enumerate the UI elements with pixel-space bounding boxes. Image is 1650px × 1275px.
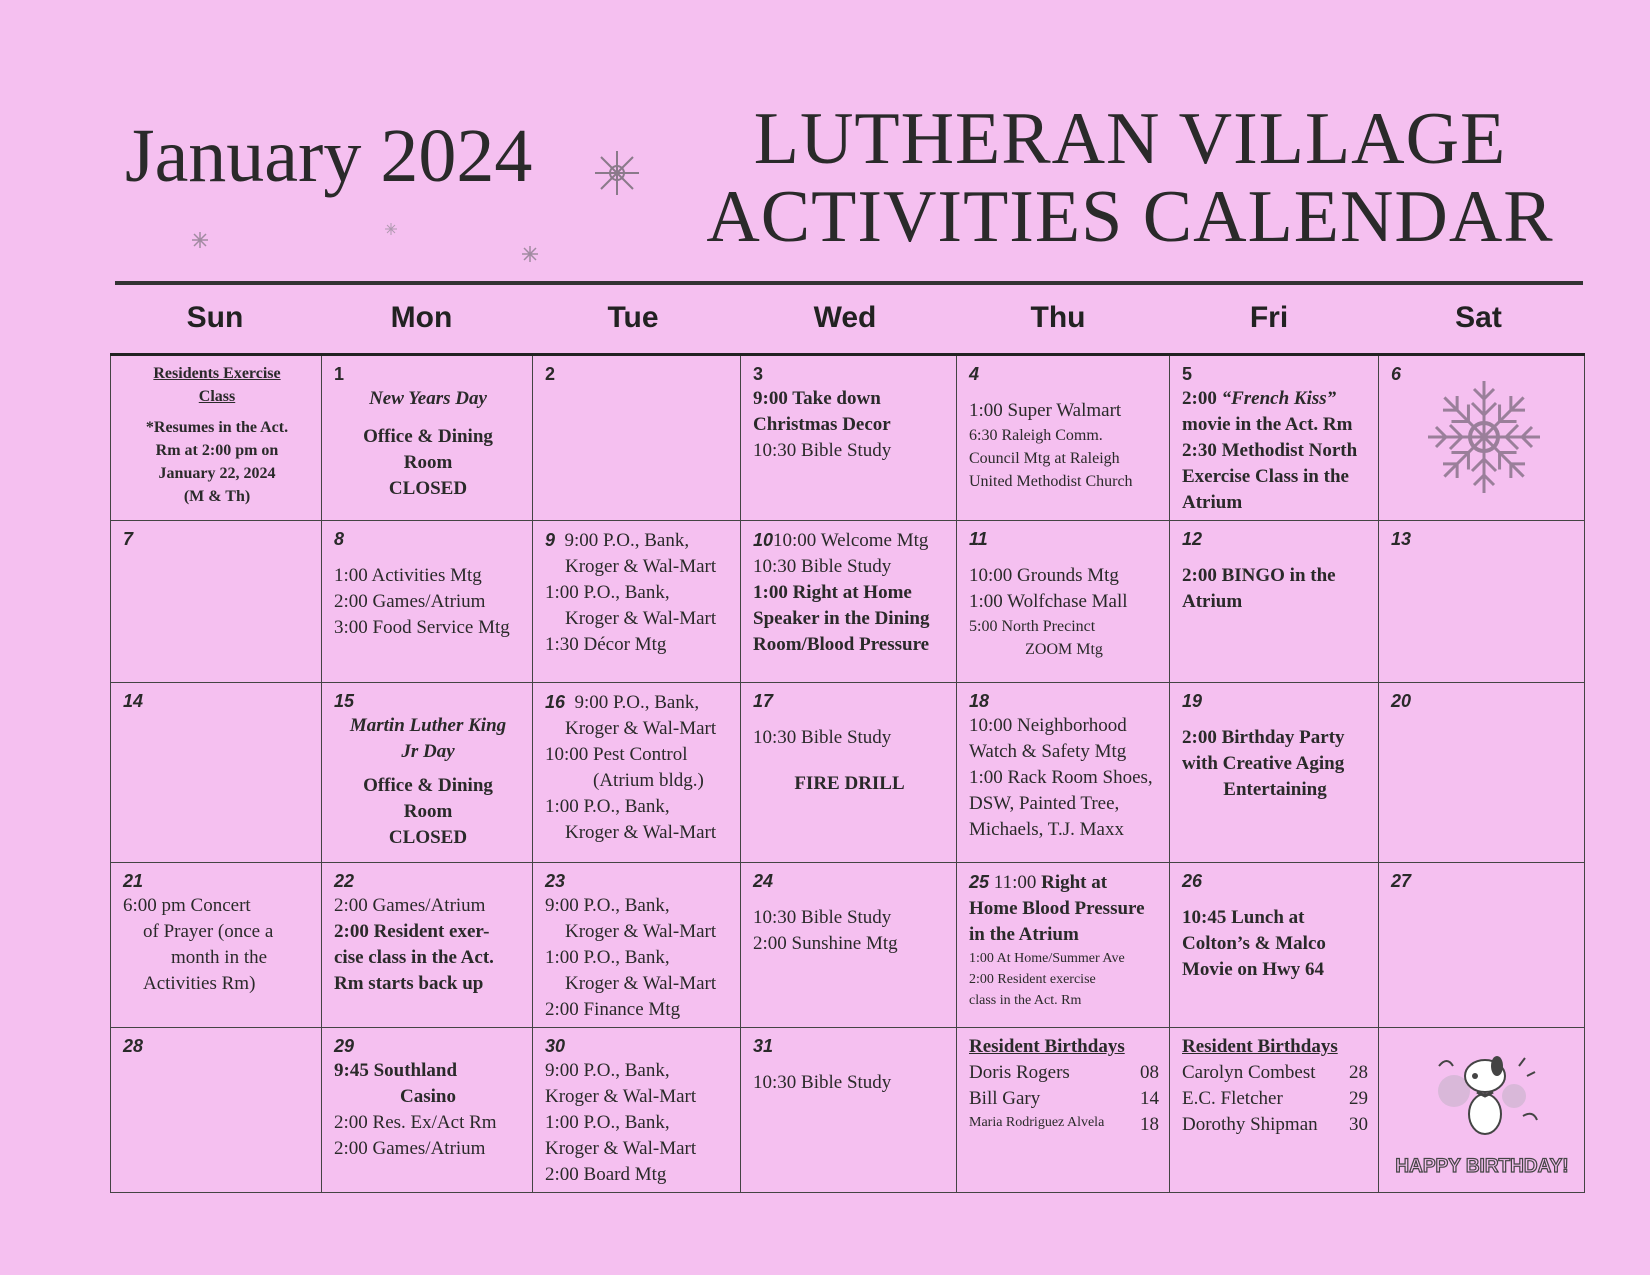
event-line: 2:00 Sunshine Mtg — [753, 933, 898, 954]
event-line: 2:00 Board Mtg — [545, 1164, 667, 1185]
event-line: Michaels, T.J. Maxx — [969, 819, 1124, 840]
day-cell — [741, 683, 957, 863]
weekday-wed: Wed — [813, 301, 877, 334]
event-line: 2:00 Games/Atrium — [334, 895, 486, 916]
event-line: cise class in the Act. — [334, 947, 494, 968]
day-cell — [322, 1028, 533, 1193]
event-line: Kroger & Wal-Mart — [545, 1138, 697, 1159]
birthday-dog-icon — [1419, 1036, 1549, 1146]
day-number: 25 — [969, 872, 990, 892]
event-line: ZOOM Mtg — [1025, 641, 1103, 658]
event-line: Kroger & Wal-Mart — [565, 556, 717, 577]
birthdays-title: Resident Birthdays — [969, 1036, 1125, 1057]
weekday-sun: Sun — [186, 301, 244, 334]
exercise-note-line: (M & Th) — [183, 488, 251, 505]
event-line: 1:00 At Home/Summer Ave — [969, 951, 1125, 966]
birthdays-cell — [957, 1028, 1170, 1193]
day-number: 12 — [1182, 529, 1203, 549]
day-number: 27 — [1391, 871, 1412, 891]
event-line: 9:00 Take down — [753, 388, 881, 409]
event-line: 2:00 Resident exer- — [334, 921, 490, 942]
event-line: 10:30 Bible Study — [753, 556, 892, 577]
event-line: 9:00 P.O., Bank, — [545, 1060, 670, 1081]
birthday-name: E.C. Fletcher — [1182, 1088, 1283, 1109]
exercise-note-line: Rm at 2:00 pm on — [155, 442, 279, 459]
weekday-fri: Fri — [1249, 301, 1289, 334]
birthday-entry — [1182, 1086, 1368, 1112]
day-number: 21 — [123, 871, 144, 891]
event-line: 2:00 Games/Atrium — [334, 1138, 486, 1159]
day-cell — [741, 355, 957, 521]
day-cell — [533, 1028, 741, 1193]
birthday-day: 14 — [1140, 1088, 1159, 1109]
event-line: Exercise Class in the — [1182, 466, 1349, 487]
event-line: 6:30 Raleigh Comm. — [969, 427, 1103, 444]
event-line: Room/Blood Pressure — [753, 634, 930, 655]
event-line: United Methodist Church — [969, 473, 1133, 490]
exercise-note-title: Residents Exercise — [153, 365, 281, 382]
day-number: 8 — [334, 529, 345, 549]
day-number: 28 — [123, 1036, 144, 1056]
week-row — [111, 683, 1585, 863]
calendar-title-line2: ACTIVITIES CALENDAR — [706, 176, 1554, 258]
day-number: 31 — [753, 1036, 774, 1056]
day-cell — [533, 355, 741, 521]
day-number: 22 — [334, 871, 355, 891]
header-divider — [115, 281, 1583, 285]
event-line: Rm starts back up — [334, 973, 484, 994]
snowflake-icon — [384, 222, 398, 236]
day-number: 7 — [123, 529, 134, 549]
snowflake-icon — [592, 148, 642, 198]
day-cell — [111, 1028, 322, 1193]
birthday-day: 29 — [1349, 1088, 1368, 1109]
event-line: Activities Rm) — [143, 973, 256, 994]
event-line: 2:00 BINGO in the — [1182, 565, 1336, 586]
snowflake-icon — [190, 230, 210, 250]
day-cell — [1170, 521, 1379, 683]
event-line: Atrium — [1182, 492, 1243, 513]
event-line: Entertaining — [1223, 779, 1327, 800]
day-cell — [1170, 355, 1379, 521]
event-line: (Atrium bldg.) — [593, 770, 704, 791]
birthday-name: Doris Rogers — [969, 1062, 1070, 1083]
holiday-label: New Years Day — [369, 388, 487, 409]
calendar-grid — [110, 353, 1585, 1193]
event-line: 11:00 — [993, 872, 1042, 893]
exercise-note-title: Class — [198, 388, 236, 405]
event-line: 1:00 Rack Room Shoes, — [969, 767, 1153, 788]
snowflake-icon — [1421, 374, 1547, 500]
day-number: 30 — [545, 1036, 566, 1056]
calendar-title-line1: LUTHERAN VILLAGE — [753, 98, 1507, 180]
weekday-thu: Thu — [1030, 301, 1086, 334]
event-line: 9:00 P.O., Bank, — [545, 895, 670, 916]
movie-title: “French Kiss” — [1221, 388, 1337, 409]
event-line: 9:00 P.O., Bank, — [564, 530, 690, 551]
exercise-note-line: *Resumes in the Act. — [145, 419, 289, 436]
event-line: 5:00 North Precinct — [969, 618, 1096, 635]
day-number: 17 — [753, 691, 774, 711]
day-number: 23 — [545, 871, 566, 891]
event-line: Colton’s & Malco — [1182, 933, 1326, 954]
birthday-entry — [1182, 1112, 1368, 1138]
event-line: 2:00 Birthday Party — [1182, 727, 1345, 748]
event-line: 10:00 Grounds Mtg — [969, 565, 1119, 586]
day-number: 10 — [753, 530, 774, 550]
day-cell — [1170, 863, 1379, 1028]
day-number: 1 — [334, 364, 345, 384]
day-cell — [741, 863, 957, 1028]
birthday-entry — [969, 1112, 1159, 1138]
event-line: 10:30 Bible Study — [753, 440, 892, 461]
event-line: 1:00 P.O., Bank, — [545, 947, 670, 968]
event-line: class in the Act. Rm — [969, 993, 1082, 1008]
day-number: 6 — [1391, 364, 1402, 384]
event-line: Kroger & Wal-Mart — [565, 921, 717, 942]
birthday-day: 18 — [1140, 1114, 1159, 1135]
event-line: Atrium — [1182, 591, 1243, 612]
event-line: 1:00 Right at Home — [753, 582, 912, 603]
day-cell — [533, 863, 741, 1028]
birthday-name: Bill Gary — [969, 1088, 1041, 1109]
snowflake-icon — [520, 244, 540, 264]
event-line: Kroger & Wal-Mart — [565, 973, 717, 994]
event-line: movie in the Act. Rm — [1182, 414, 1353, 435]
event-line: 9:00 P.O., Bank, — [574, 692, 700, 713]
birthday-entry — [969, 1060, 1159, 1086]
event-line: with Creative Aging — [1182, 753, 1345, 774]
event-line: 2:30 Methodist North — [1182, 440, 1358, 461]
day-cell — [111, 683, 322, 863]
day-cell — [1379, 863, 1585, 1028]
day-cell — [1379, 683, 1585, 863]
event-line: Christmas Decor — [753, 414, 891, 435]
day-number: 11 — [969, 529, 988, 549]
event-line: 10:45 Lunch at — [1182, 907, 1305, 928]
event-line: Kroger & Wal-Mart — [565, 608, 717, 629]
exercise-note-cell — [111, 355, 322, 521]
day-cell — [111, 863, 322, 1028]
event-line: 1:00 P.O., Bank, — [545, 582, 670, 603]
birthdays-cell — [1170, 1028, 1379, 1193]
day-cell — [322, 355, 533, 521]
event-line: 1:30 Décor Mtg — [545, 634, 667, 655]
day-cell — [1170, 683, 1379, 863]
event-line: 6:00 pm Concert — [123, 895, 251, 916]
birthday-name: Maria Rodriguez Alvela — [969, 1115, 1105, 1130]
weekday-mon: Mon — [390, 301, 453, 334]
day-number: 29 — [334, 1036, 355, 1056]
event-line: 1:00 P.O., Bank, — [545, 796, 670, 817]
event-line: Casino — [400, 1086, 456, 1107]
event-line: 1:00 Wolfchase Mall — [969, 591, 1128, 612]
day-number: 14 — [123, 691, 144, 711]
event-line: 10:00 Neighborhood — [969, 715, 1127, 736]
event-line: 10:30 Bible Study — [753, 727, 892, 748]
holiday-label: Martin Luther King — [349, 715, 507, 736]
event-line: CLOSED — [388, 827, 468, 848]
event-line: 10:00 Pest Control — [545, 744, 688, 765]
happy-birthday-banner: HAPPY BIRTHDAY! — [1395, 1156, 1569, 1177]
event-line: 10:00 Welcome Mtg — [773, 530, 929, 551]
day-number: 24 — [753, 871, 774, 891]
event-line: Kroger & Wal-Mart — [565, 822, 717, 843]
event-line: Office & Dining — [363, 775, 493, 796]
birthday-day: 08 — [1140, 1062, 1159, 1083]
event-line: 9:45 Southland — [334, 1060, 458, 1081]
birthday-name: Carolyn Combest — [1182, 1062, 1316, 1083]
event-line: 1:00 P.O., Bank, — [545, 1112, 670, 1133]
event-line: Kroger & Wal-Mart — [545, 1086, 697, 1107]
event-line: 2:00 Games/Atrium — [334, 591, 486, 612]
birthday-entry — [1182, 1060, 1368, 1086]
day-number: 5 — [1182, 364, 1193, 384]
day-cell — [957, 863, 1170, 1028]
event-line: Home Blood Pressure — [969, 898, 1145, 919]
event-line: 1:00 Activities Mtg — [334, 565, 482, 586]
event-line: 2:00 Resident exercise — [969, 972, 1096, 987]
day-number: 9 — [545, 530, 556, 550]
day-number: 13 — [1391, 529, 1412, 549]
event-line: month in the — [171, 947, 268, 968]
day-number: 19 — [1182, 691, 1203, 711]
event-line: DSW, Painted Tree, — [969, 793, 1120, 814]
weekday-sat: Sat — [1455, 301, 1502, 334]
day-number: 18 — [969, 691, 990, 711]
day-number: 16 — [545, 692, 566, 712]
event-line: CLOSED — [388, 478, 468, 499]
event-line: Speaker in the Dining — [753, 608, 930, 629]
event-line: 10:30 Bible Study — [753, 1072, 892, 1093]
event-line: Room — [403, 801, 453, 822]
week-row — [111, 355, 1585, 521]
week-row — [111, 521, 1585, 683]
event-line: Council Mtg at Raleigh — [969, 450, 1120, 467]
birthday-day: 30 — [1349, 1114, 1368, 1135]
day-cell — [111, 521, 322, 683]
event-line: 2:00 Res. Ex/Act Rm — [334, 1112, 497, 1133]
event-line: Movie on Hwy 64 — [1182, 959, 1324, 980]
event-line: Office & Dining — [363, 426, 493, 447]
day-number: 15 — [334, 691, 355, 711]
happy-birthday-cell — [1379, 1028, 1585, 1193]
birthday-entry — [969, 1086, 1159, 1112]
day-cell — [957, 521, 1170, 683]
week-row — [111, 1028, 1585, 1193]
day-cell — [533, 683, 741, 863]
day-number: 4 — [969, 364, 980, 384]
event-line: 10:30 Bible Study — [753, 907, 892, 928]
event-line: of Prayer (once a — [143, 921, 274, 942]
birthday-name: Dorothy Shipman — [1182, 1114, 1318, 1135]
event-line: 2:00 Finance Mtg — [545, 999, 681, 1020]
event-line: 2:00 — [1182, 388, 1222, 409]
day-cell — [533, 521, 741, 683]
day-cell — [322, 863, 533, 1028]
day-cell — [322, 683, 533, 863]
event-line: Room — [403, 452, 453, 473]
event-line: Kroger & Wal-Mart — [565, 718, 717, 739]
day-cell — [1379, 521, 1585, 683]
calendar-title — [690, 100, 1570, 256]
day-cell — [741, 1028, 957, 1193]
birthdays-title: Resident Birthdays — [1182, 1036, 1338, 1057]
day-cell — [957, 683, 1170, 863]
month-title: January 2024 — [125, 114, 533, 198]
event-line: in the Atrium — [969, 924, 1079, 945]
holiday-label: Jr Day — [401, 741, 455, 762]
weekday-tue: Tue — [607, 301, 659, 334]
birthday-day: 28 — [1349, 1062, 1368, 1083]
week-row — [111, 863, 1585, 1028]
event-line: Watch & Safety Mtg — [969, 741, 1127, 762]
exercise-note-line: January 22, 2024 — [158, 465, 276, 482]
day-number: 3 — [753, 364, 764, 384]
fire-drill-label: FIRE DRILL — [794, 773, 905, 794]
day-cell — [741, 521, 957, 683]
event-line: 1:00 Super Walmart — [969, 400, 1122, 421]
event-line: Right at — [1041, 872, 1108, 893]
weekday-header-row — [115, 290, 1583, 352]
day-cell — [1379, 355, 1585, 521]
day-cell — [957, 355, 1170, 521]
day-number: 2 — [545, 364, 556, 384]
day-cell — [322, 521, 533, 683]
day-number: 26 — [1182, 871, 1203, 891]
day-number: 20 — [1391, 691, 1412, 711]
event-line: 3:00 Food Service Mtg — [334, 617, 510, 638]
